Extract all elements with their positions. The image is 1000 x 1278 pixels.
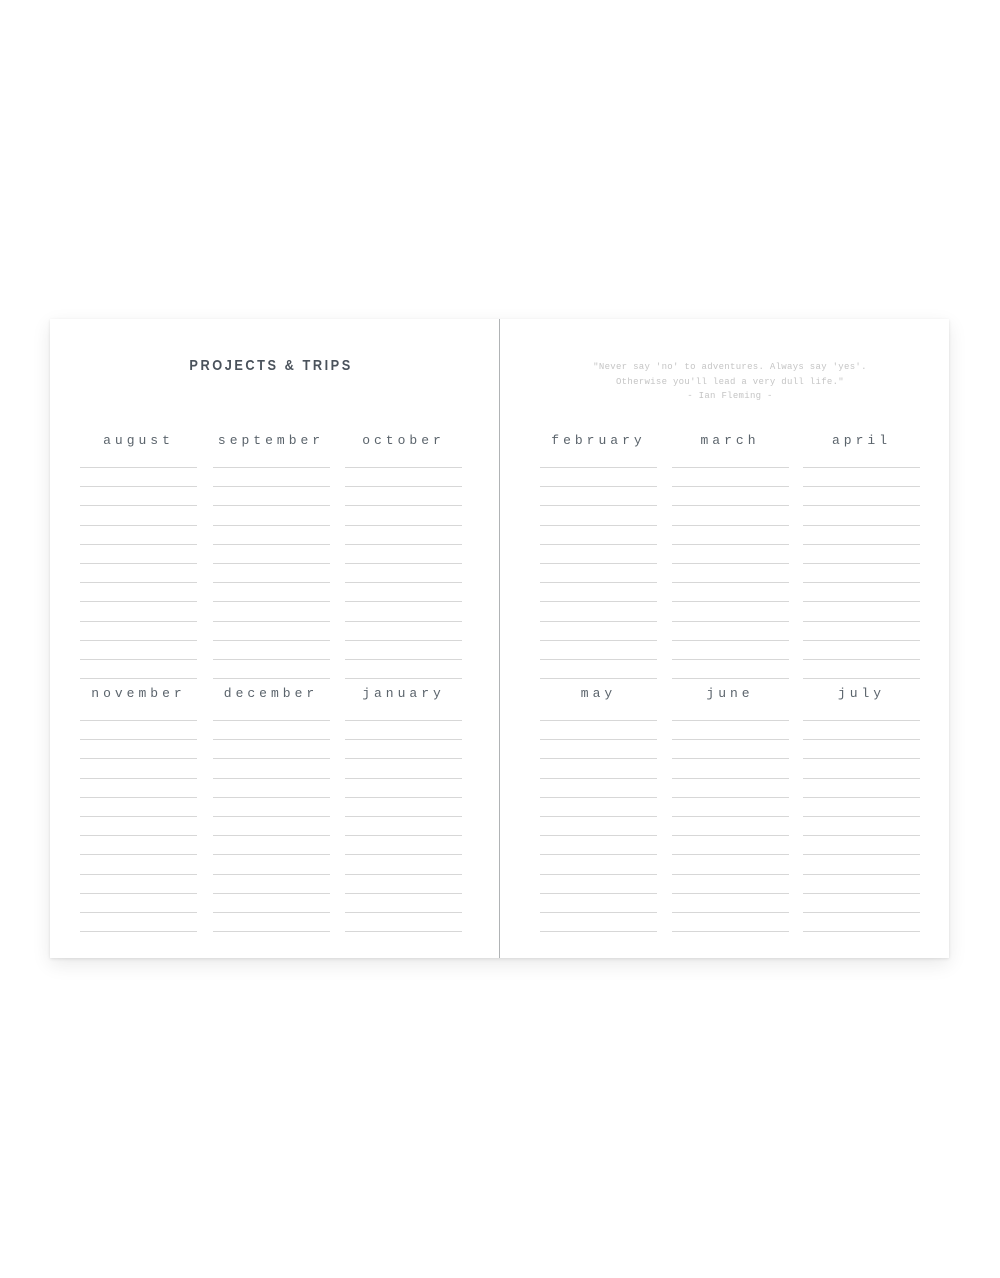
writing-line [540,622,657,641]
writing-line [345,855,462,874]
month-label: june [706,686,754,701]
writing-line [345,468,462,487]
writing-line [672,759,789,778]
writing-line [672,451,789,468]
writing-line [672,894,789,913]
quote-line-1: "Never say 'no' to adventures. Always say 'yes'. [593,362,867,372]
writing-line [540,564,657,583]
writing-line [672,875,789,894]
writing-line [540,779,657,798]
writing-line [540,526,657,545]
writing-line [345,487,462,506]
writing-line [540,798,657,817]
writing-line [345,759,462,778]
writing-line [345,740,462,759]
writing-line [672,704,789,721]
month-block-january [345,684,462,932]
writing-line [672,487,789,506]
writing-line [213,721,330,740]
writing-line [345,564,462,583]
month-block-december [213,684,330,932]
month-label: may [580,686,617,701]
writing-line [803,704,920,721]
writing-line [540,913,657,932]
writing-line [80,740,197,759]
writing-line [803,641,920,660]
writing-lines [213,451,330,679]
writing-line [803,817,920,836]
writing-line [672,798,789,817]
writing-line [80,721,197,740]
writing-line [80,487,197,506]
left-page [50,319,499,958]
writing-line [80,759,197,778]
writing-line [213,602,330,621]
writing-line [345,545,462,564]
month-block-march [672,431,789,679]
writing-line [80,913,197,932]
right-month-row-2 [540,684,920,932]
writing-line [345,641,462,660]
month-label: august [103,433,174,448]
writing-line [672,602,789,621]
writing-line [540,602,657,621]
writing-line [672,836,789,855]
writing-line [345,894,462,913]
page-title-text: PROJECTS & TRIPS [189,357,353,374]
month-label: february [551,433,646,448]
writing-line [540,545,657,564]
writing-line [672,660,789,679]
writing-line [80,545,197,564]
planner-open-spread [50,319,949,958]
writing-line [672,564,789,583]
writing-line [672,506,789,525]
page-title [80,357,462,374]
writing-lines [672,704,789,932]
writing-line [540,836,657,855]
left-month-row-1 [80,431,462,679]
writing-line [345,836,462,855]
writing-line [80,564,197,583]
writing-line [803,836,920,855]
writing-line [80,817,197,836]
writing-line [345,506,462,525]
right-month-row-1 [540,431,920,679]
writing-line [213,836,330,855]
writing-line [80,641,197,660]
writing-line [345,798,462,817]
writing-line [213,641,330,660]
writing-line [672,468,789,487]
writing-line [345,526,462,545]
writing-line [803,487,920,506]
writing-line [213,526,330,545]
writing-line [803,660,920,679]
month-label: april [831,433,891,448]
writing-line [540,641,657,660]
month-block-november [80,684,197,932]
book-spine-divider [499,319,500,958]
writing-line [213,894,330,913]
writing-lines [540,704,657,932]
writing-line [803,798,920,817]
writing-line [213,660,330,679]
month-block-august [80,431,197,679]
writing-line [80,506,197,525]
month-label: march [700,433,760,448]
month-label: september [217,433,325,448]
writing-line [540,487,657,506]
writing-line [803,855,920,874]
writing-line [672,740,789,759]
writing-line [803,564,920,583]
writing-line [213,583,330,602]
writing-line [213,506,330,525]
writing-line [540,660,657,679]
writing-lines [345,704,462,932]
writing-line [345,660,462,679]
writing-line [213,740,330,759]
month-block-july [803,684,920,932]
writing-line [345,704,462,721]
writing-line [803,545,920,564]
writing-line [213,622,330,641]
writing-line [213,704,330,721]
writing-line [213,817,330,836]
writing-line [540,583,657,602]
month-block-april [803,431,920,679]
writing-line [672,622,789,641]
writing-lines [803,451,920,679]
writing-line [803,526,920,545]
writing-lines [803,704,920,932]
month-label: december [223,686,319,701]
writing-line [672,526,789,545]
writing-line [213,564,330,583]
writing-line [80,602,197,621]
month-label: january [362,686,445,701]
writing-line [213,913,330,932]
month-block-june [672,684,789,932]
writing-line [80,875,197,894]
writing-line [213,487,330,506]
writing-line [672,855,789,874]
writing-line [803,583,920,602]
left-month-row-2 [80,684,462,932]
writing-line [672,721,789,740]
writing-line [345,817,462,836]
writing-line [80,622,197,641]
writing-line [803,468,920,487]
quote-block [540,360,920,404]
writing-line [80,779,197,798]
month-block-may [540,684,657,932]
writing-line [803,451,920,468]
writing-line [80,836,197,855]
writing-line [213,545,330,564]
writing-line [80,451,197,468]
month-block-october [345,431,462,679]
writing-line [213,759,330,778]
writing-line [540,817,657,836]
writing-line [345,622,462,641]
writing-line [672,913,789,932]
writing-line [80,660,197,679]
writing-line [540,721,657,740]
writing-line [213,468,330,487]
writing-line [803,721,920,740]
writing-line [540,875,657,894]
writing-line [80,526,197,545]
writing-line [213,855,330,874]
writing-line [80,855,197,874]
writing-line [803,759,920,778]
month-block-september [213,431,330,679]
writing-line [80,468,197,487]
writing-line [540,855,657,874]
writing-line [80,798,197,817]
writing-line [345,779,462,798]
month-label: november [91,686,186,701]
writing-line [803,875,920,894]
writing-lines [80,704,197,932]
right-page [500,319,949,958]
quote-line-2: Otherwise you'll lead a very dull life." [615,376,845,387]
writing-line [540,468,657,487]
writing-line [803,622,920,641]
writing-line [80,894,197,913]
writing-line [345,913,462,932]
writing-lines [213,704,330,932]
writing-line [540,451,657,468]
writing-line [540,759,657,778]
writing-line [803,740,920,759]
writing-line [345,451,462,468]
writing-line [672,641,789,660]
writing-line [672,583,789,602]
writing-line [345,602,462,621]
writing-line [213,798,330,817]
writing-line [803,894,920,913]
writing-line [540,894,657,913]
writing-line [345,583,462,602]
writing-line [80,704,197,721]
writing-line [672,779,789,798]
writing-line [672,545,789,564]
writing-lines [540,451,657,679]
writing-line [345,875,462,894]
writing-line [672,817,789,836]
writing-line [540,740,657,759]
writing-lines [345,451,462,679]
writing-line [803,913,920,932]
writing-lines [80,451,197,679]
month-block-february [540,431,657,679]
writing-line [213,875,330,894]
writing-line [803,602,920,621]
writing-line [540,704,657,721]
writing-line [345,721,462,740]
writing-lines [672,451,789,679]
quote-attribution: - Ian Fleming - [687,391,773,401]
writing-line [80,583,197,602]
writing-line [803,506,920,525]
writing-line [803,779,920,798]
month-label: july [837,686,886,701]
writing-line [213,779,330,798]
month-label: october [362,433,445,448]
writing-line [213,451,330,468]
writing-line [540,506,657,525]
